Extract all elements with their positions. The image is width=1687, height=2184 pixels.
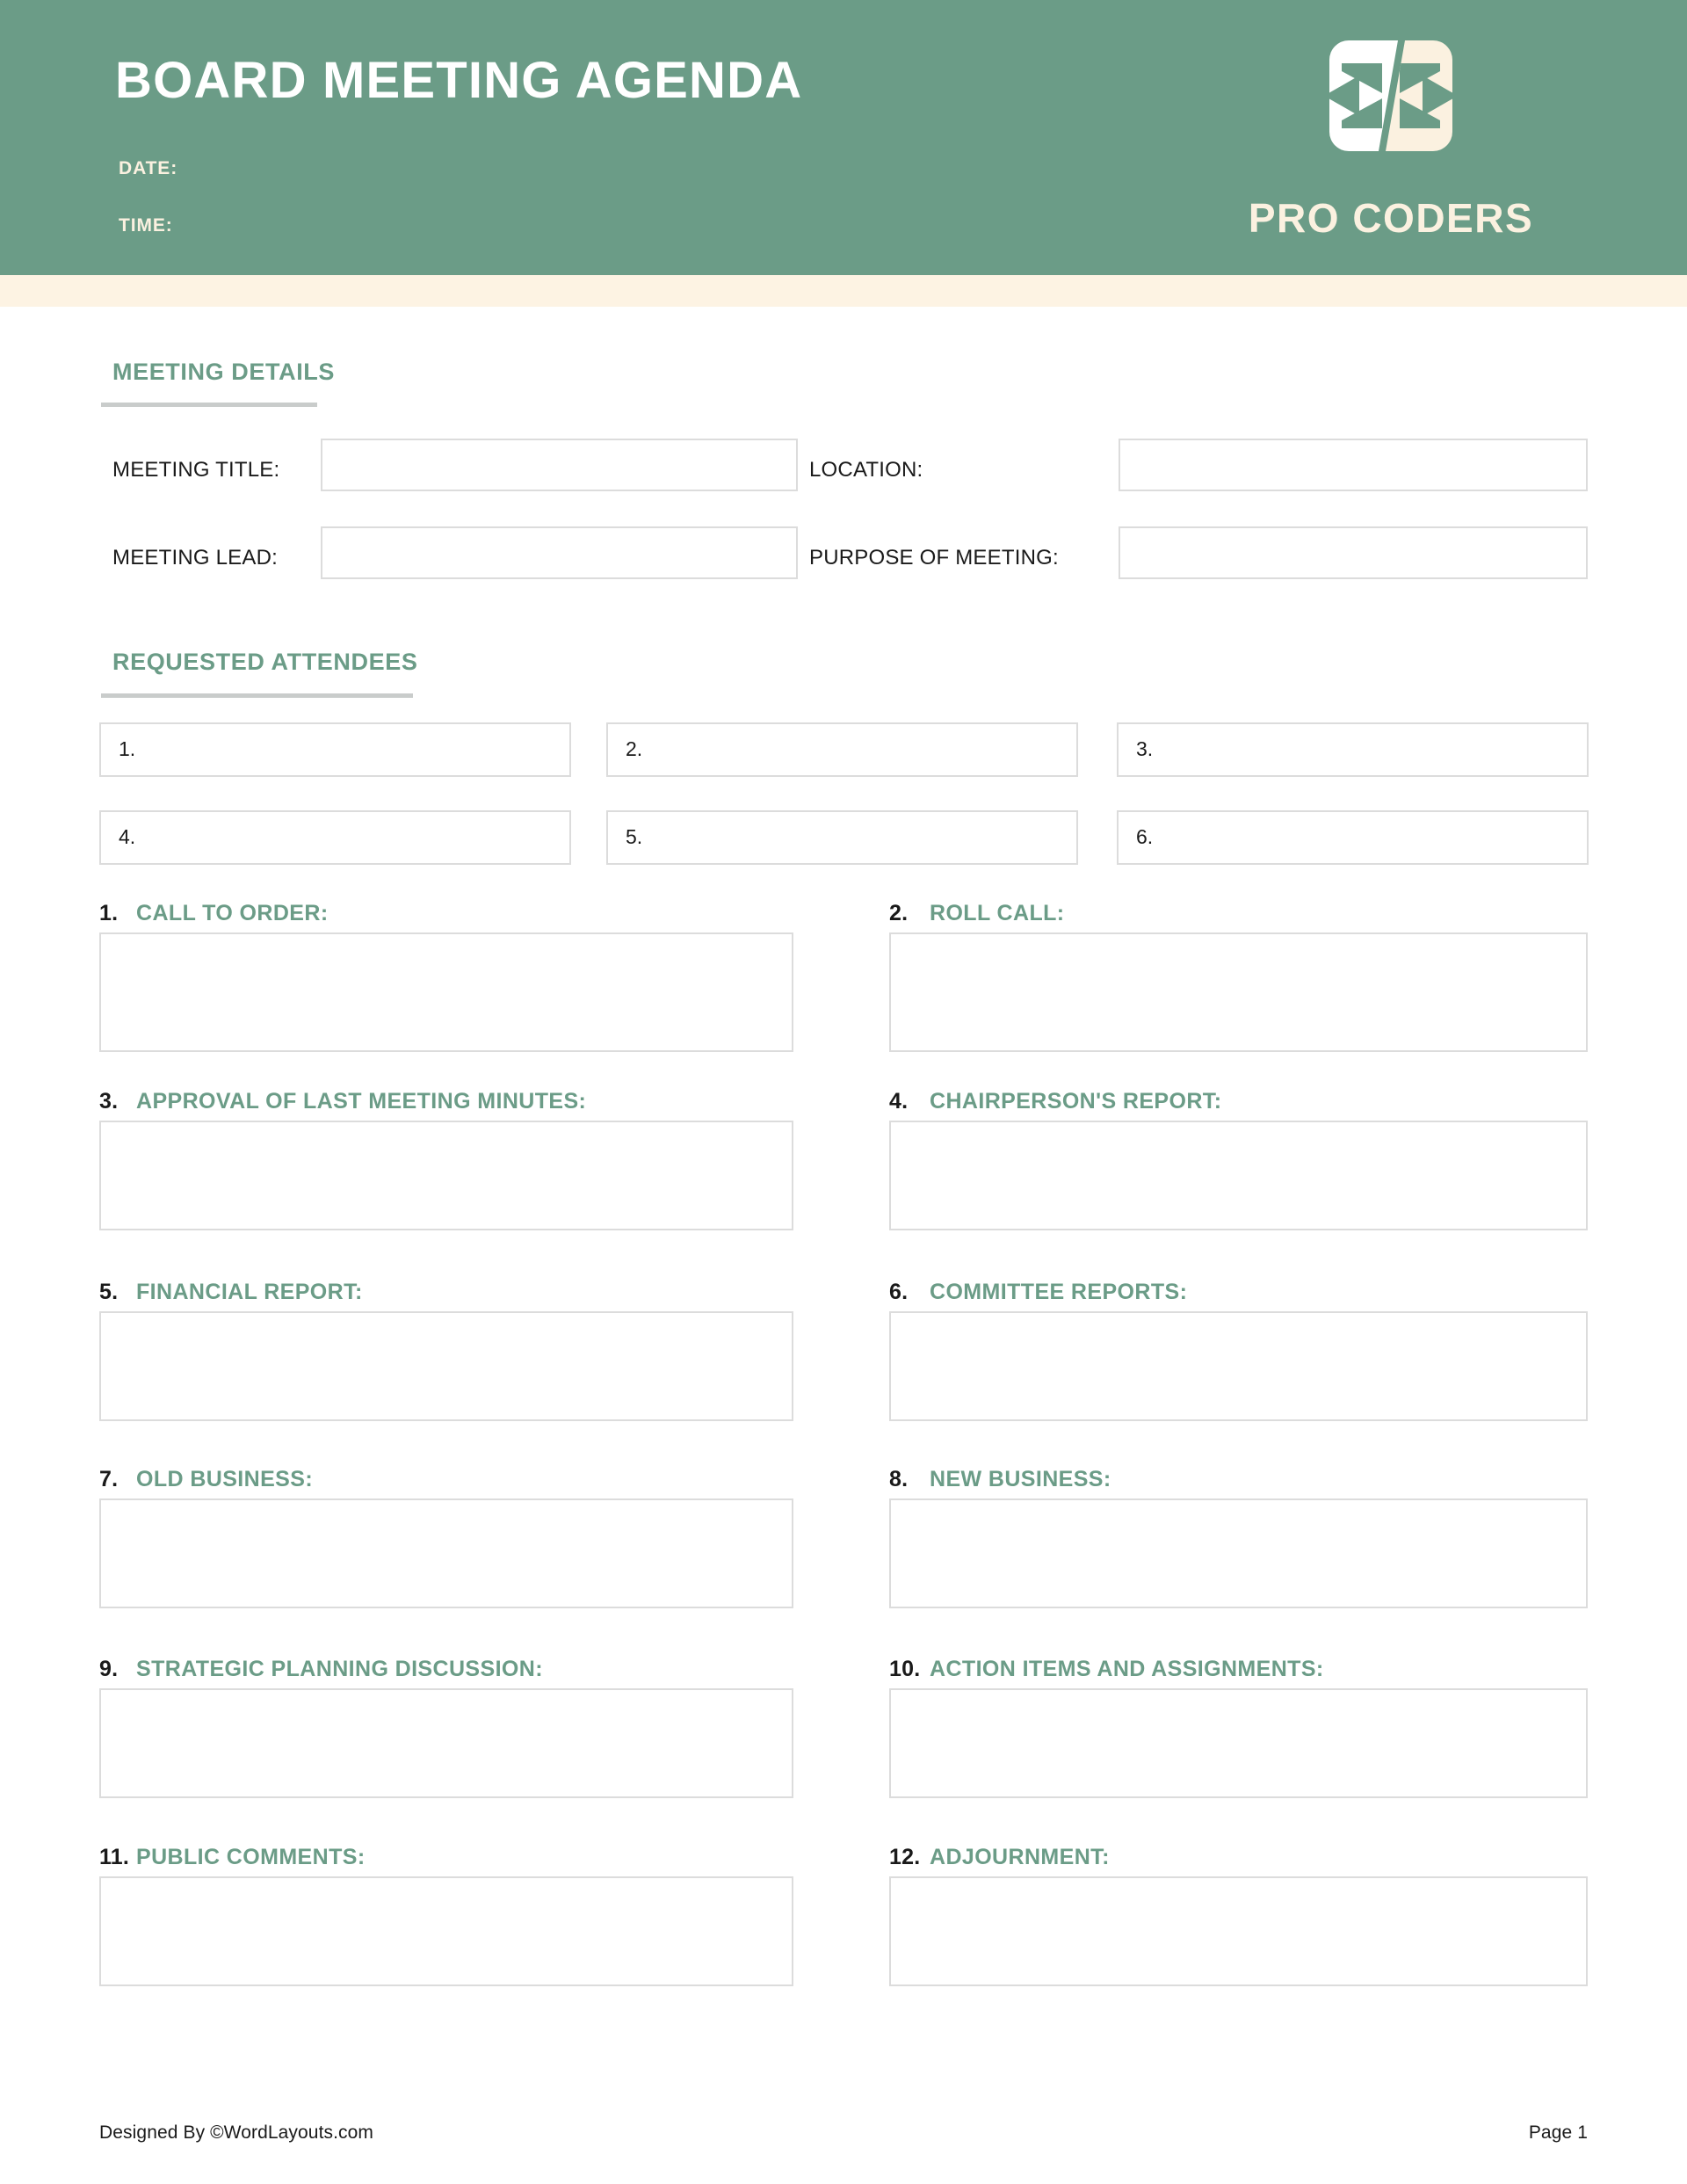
agenda-number-7: 7.	[99, 1467, 119, 1491]
agenda-label-12: ADJOURNMENT:	[930, 1845, 1110, 1869]
agenda-number-4: 4.	[889, 1089, 909, 1114]
agenda-input-4[interactable]	[889, 1121, 1588, 1230]
agenda-label-8: NEW BUSINESS:	[930, 1467, 1111, 1491]
agenda-label-3: APPROVAL OF LAST MEETING MINUTES:	[136, 1089, 587, 1114]
agenda-input-9[interactable]	[99, 1688, 793, 1798]
agenda-input-7[interactable]	[99, 1498, 793, 1608]
agenda-number-3: 3.	[99, 1089, 119, 1114]
agenda-input-8[interactable]	[889, 1498, 1588, 1608]
agenda-number-8: 8.	[889, 1467, 909, 1491]
attendee-number-3: 3.	[1136, 736, 1154, 760]
agenda-number-6: 6.	[889, 1280, 909, 1304]
agenda-input-2[interactable]	[889, 932, 1588, 1052]
section-heading-requested-attendees: REQUESTED ATTENDEES	[112, 649, 418, 675]
meeting-title-label: MEETING TITLE:	[112, 458, 280, 482]
pro-coders-logo-icon	[1329, 40, 1452, 151]
agenda-number-12: 12.	[889, 1845, 921, 1869]
meeting-title-input[interactable]	[321, 439, 798, 491]
attendee-input-4[interactable]	[99, 810, 571, 865]
meeting-lead-label: MEETING LEAD:	[112, 546, 278, 570]
agenda-number-1: 1.	[99, 901, 119, 925]
agenda-input-11[interactable]	[99, 1876, 793, 1986]
accent-band	[0, 275, 1687, 307]
attendee-input-2[interactable]	[606, 722, 1078, 777]
agenda-label-11: PUBLIC COMMENTS:	[136, 1845, 366, 1869]
agenda-input-10[interactable]	[889, 1688, 1588, 1798]
agenda-label-5: FINANCIAL REPORT:	[136, 1280, 363, 1304]
agenda-label-9: STRATEGIC PLANNING DISCUSSION:	[136, 1657, 543, 1681]
attendee-number-5: 5.	[626, 824, 643, 848]
section-rule-requested-attendees	[101, 693, 413, 698]
date-label: DATE:	[119, 158, 178, 178]
section-heading-meeting-details: MEETING DETAILS	[112, 359, 336, 385]
agenda-number-10: 10.	[889, 1657, 921, 1681]
purpose-of-meeting-input[interactable]	[1119, 526, 1588, 579]
attendee-input-6[interactable]	[1117, 810, 1589, 865]
agenda-label-10: ACTION ITEMS AND ASSIGNMENTS:	[930, 1657, 1324, 1681]
agenda-number-11: 11.	[99, 1845, 129, 1869]
document-header	[0, 0, 1687, 275]
agenda-number-9: 9.	[99, 1657, 119, 1681]
agenda-label-2: ROLL CALL:	[930, 901, 1065, 925]
agenda-input-5[interactable]	[99, 1311, 793, 1421]
page-title: BOARD MEETING AGENDA	[115, 52, 803, 109]
agenda-input-3[interactable]	[99, 1121, 793, 1230]
attendee-input-3[interactable]	[1117, 722, 1589, 777]
location-label: LOCATION:	[809, 458, 923, 482]
attendee-number-4: 4.	[119, 824, 136, 848]
meeting-lead-input[interactable]	[321, 526, 798, 579]
brand-logo	[1206, 40, 1575, 241]
attendee-number-6: 6.	[1136, 824, 1154, 848]
agenda-input-12[interactable]	[889, 1876, 1588, 1986]
agenda-label-4: CHAIRPERSON'S REPORT:	[930, 1089, 1222, 1114]
purpose-of-meeting-label: PURPOSE OF MEETING:	[809, 546, 1059, 570]
attendee-number-2: 2.	[626, 736, 643, 760]
agenda-label-6: COMMITTEE REPORTS:	[930, 1280, 1188, 1304]
brand-wordmark: PRO CODERS	[1248, 195, 1534, 241]
attendee-input-5[interactable]	[606, 810, 1078, 865]
footer-page-number: Page 1	[1528, 2122, 1588, 2143]
agenda-number-5: 5.	[99, 1280, 119, 1304]
agenda-input-6[interactable]	[889, 1311, 1588, 1421]
agenda-number-2: 2.	[889, 901, 909, 925]
footer-credit: Designed By ©WordLayouts.com	[99, 2122, 374, 2143]
agenda-label-7: OLD BUSINESS:	[136, 1467, 314, 1491]
agenda-input-1[interactable]	[99, 932, 793, 1052]
section-rule-meeting-details	[101, 403, 317, 407]
time-label: TIME:	[119, 215, 173, 236]
location-input[interactable]	[1119, 439, 1588, 491]
agenda-label-1: CALL TO ORDER:	[136, 901, 329, 925]
attendee-number-1: 1.	[119, 736, 136, 760]
attendee-input-1[interactable]	[99, 722, 571, 777]
